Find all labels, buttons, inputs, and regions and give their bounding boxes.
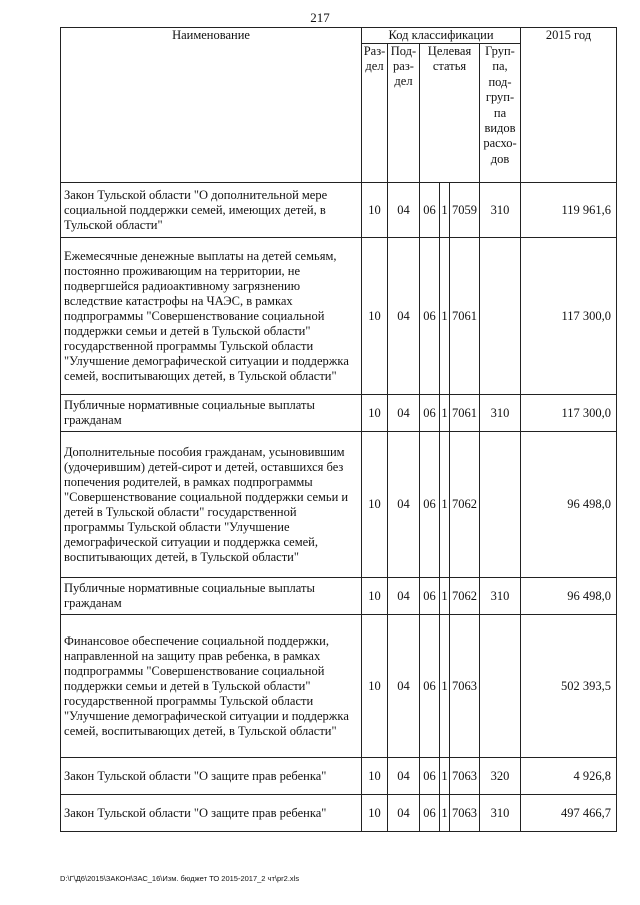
row-target-article-direction: 7063: [450, 615, 480, 758]
header-name: Наименование: [61, 28, 362, 183]
row-target-article-program: 06: [420, 238, 440, 395]
row-amount: 497 466,7: [521, 795, 617, 832]
row-amount: 4 926,8: [521, 758, 617, 795]
table-header: [61, 28, 617, 183]
row-target-article-program: 06: [420, 758, 440, 795]
row-expense-group: 310: [480, 578, 521, 615]
table-row: [61, 395, 617, 432]
row-name: Дополнительные пособия гражданам, усыновившим (удочерившим) детей-сирот и детей, оставшихся без попечения родителей, в рамках подпрограммы "Совершенствование социальной поддержки семьи и детей в Тульской области" государственной программы Тульской области "Улучшение демографической ситуации и поддержка семей, воспитывающих детей, в Тульской области": [61, 432, 362, 578]
row-expense-group: [480, 615, 521, 758]
row-section: 10: [362, 183, 388, 238]
header-year: 2015 год: [521, 28, 617, 183]
row-amount: 119 961,6: [521, 183, 617, 238]
row-expense-group: 310: [480, 395, 521, 432]
file-path-footer: D:\Г\Д6\2015\ЗАКОН\ЗАС_16\Изм. бюджет ТО 2015-2017_2 чт\pr2.xls: [60, 874, 300, 883]
row-name: Закон Тульской области "О защите прав ребенка": [61, 795, 362, 832]
table-row: [61, 795, 617, 832]
row-name: Финансовое обеспечение социальной поддержки, направленной на защиту прав ребенка, в рамках подпрограммы "Совершенствование социальной поддержки семьи и детей в Тульской области" государственной программы Тульской области "Улучшение демографической ситуации и поддержка семей, воспитывающих детей, в Тульской области": [61, 615, 362, 758]
row-target-article-direction: 7062: [450, 432, 480, 578]
row-section: 10: [362, 758, 388, 795]
row-target-article-subprogram: 1: [440, 615, 450, 758]
row-target-article-direction: 7063: [450, 758, 480, 795]
row-amount: 96 498,0: [521, 432, 617, 578]
row-amount: 117 300,0: [521, 395, 617, 432]
row-expense-group: [480, 238, 521, 395]
table-row: [61, 432, 617, 578]
budget-table: [60, 27, 617, 832]
row-target-article-direction: 7059: [450, 183, 480, 238]
row-section: 10: [362, 795, 388, 832]
row-target-article-subprogram: 1: [440, 795, 450, 832]
table-row: [61, 578, 617, 615]
row-name: Закон Тульской области "О дополнительной мере социальной поддержки семей, имеющих детей, в Тульской области": [61, 183, 362, 238]
row-subsection: 04: [388, 578, 420, 615]
row-subsection: 04: [388, 432, 420, 578]
row-amount: 117 300,0: [521, 238, 617, 395]
row-subsection: 04: [388, 795, 420, 832]
row-target-article-program: 06: [420, 183, 440, 238]
row-name: Публичные нормативные социальные выплаты гражданам: [61, 578, 362, 615]
row-target-article-direction: 7062: [450, 578, 480, 615]
row-target-article-subprogram: 1: [440, 183, 450, 238]
row-subsection: 04: [388, 395, 420, 432]
row-target-article-direction: 7061: [450, 238, 480, 395]
row-subsection: 04: [388, 758, 420, 795]
row-target-article-program: 06: [420, 795, 440, 832]
row-expense-group: 310: [480, 183, 521, 238]
row-target-article-program: 06: [420, 432, 440, 578]
row-amount: 502 393,5: [521, 615, 617, 758]
header-classification: Код классификации: [362, 28, 521, 44]
row-target-article-subprogram: 1: [440, 395, 450, 432]
row-name: Ежемесячные денежные выплаты на детей семьям, постоянно проживающим на территории, не подвергшейся радиоактивному загрязнению вследствие катастрофы на ЧАЭС, в рамках подпрограммы "Совершенствование социальной поддержки семьи и детей в Тульской области" государственной программы Тульской области "Улучшение демографической ситуации и поддержка семей, воспитывающих детей, в Тульской области": [61, 238, 362, 395]
table-row: [61, 183, 617, 238]
row-target-article-subprogram: 1: [440, 758, 450, 795]
row-subsection: 04: [388, 183, 420, 238]
row-target-article-subprogram: 1: [440, 238, 450, 395]
row-expense-group: 320: [480, 758, 521, 795]
row-name: Публичные нормативные социальные выплаты гражданам: [61, 395, 362, 432]
row-target-article-program: 06: [420, 395, 440, 432]
row-subsection: 04: [388, 238, 420, 395]
header-subsection: Под- раз- дел: [388, 44, 420, 183]
row-section: 10: [362, 238, 388, 395]
row-target-article-program: 06: [420, 578, 440, 615]
row-target-article-direction: 7063: [450, 795, 480, 832]
page-number: 217: [310, 10, 330, 25]
row-target-article-program: 06: [420, 615, 440, 758]
row-target-article-subprogram: 1: [440, 432, 450, 578]
row-subsection: 04: [388, 615, 420, 758]
row-amount: 96 498,0: [521, 578, 617, 615]
row-expense-group: 310: [480, 795, 521, 832]
row-section: 10: [362, 432, 388, 578]
row-section: 10: [362, 395, 388, 432]
row-target-article-subprogram: 1: [440, 578, 450, 615]
table-row: [61, 758, 617, 795]
table-body: [61, 183, 617, 832]
row-target-article-direction: 7061: [450, 395, 480, 432]
table-row: [61, 615, 617, 758]
row-name: Закон Тульской области "О защите прав ребенка": [61, 758, 362, 795]
header-section: Раз- дел: [362, 44, 388, 183]
table-row: [61, 238, 617, 395]
row-section: 10: [362, 615, 388, 758]
header-target-article: Целевая статья: [420, 44, 480, 183]
row-expense-group: [480, 432, 521, 578]
header-expense-group: Груп- па, под- груп- па видов расхо- дов: [480, 44, 521, 183]
row-section: 10: [362, 578, 388, 615]
